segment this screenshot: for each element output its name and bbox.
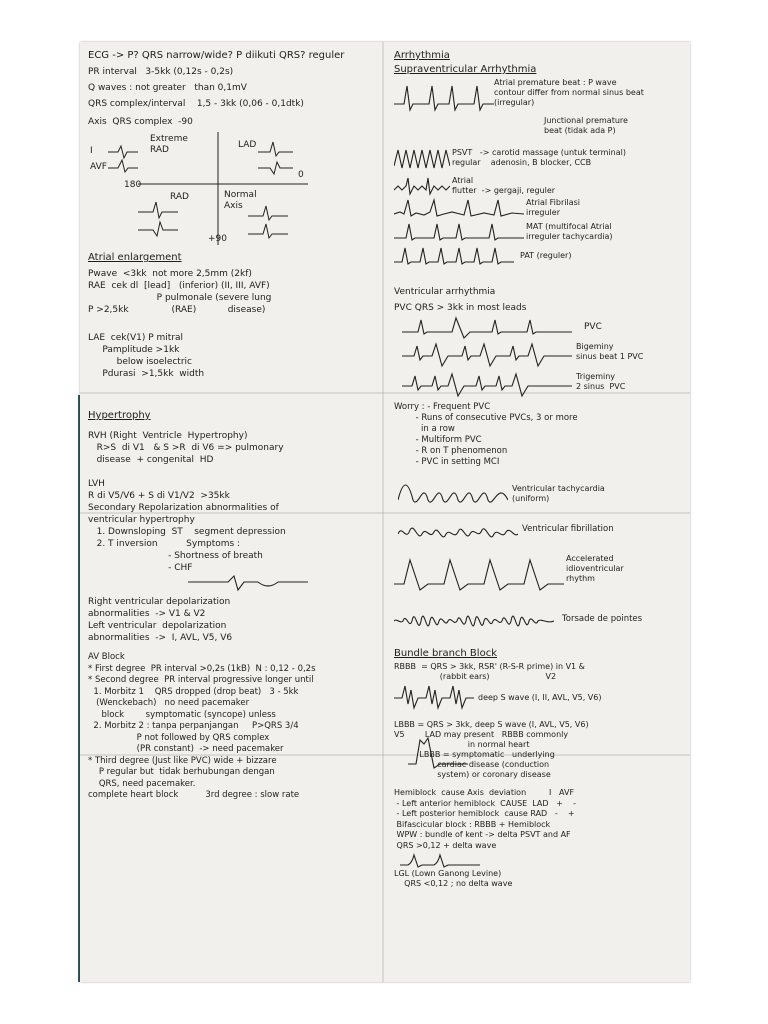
psvt-row [394, 146, 684, 176]
lae-notes: LAE cek(V1) P mitral Pamplitude >1kk below isoelectric Pdurasi >1,5kk width [88, 333, 205, 379]
pat-ecg-strip [394, 246, 514, 268]
ventricular-arrhythmia-title: Ventricular arrhythmia [394, 287, 496, 297]
axis-lad-label: LAD [238, 140, 257, 150]
axis-90-label: +90 [208, 234, 227, 244]
mat-row [394, 222, 684, 246]
junctional-text: Junctional premature beat (tidak ada P) [544, 116, 628, 135]
hypertrophy-title: Hypertrophy [88, 410, 151, 421]
lgl-notes: LGL (Lown Ganong Levine) QRS <0,12 ; no delta wave [394, 869, 513, 888]
lbbb-notes: LBBB = QRS > 3kk, deep S wave (I, AVL, V5, V6) [394, 720, 589, 729]
psvt-ecg-strip [394, 146, 450, 172]
pvc-row [394, 314, 684, 340]
afib-ecg-strip [394, 198, 524, 220]
bundle-branch-block-title: Bundle branch Block [394, 648, 497, 659]
rbbb-row [394, 682, 684, 716]
axis-lead-avf-label: AVF [90, 162, 107, 172]
flutter-ecg-strip [394, 176, 450, 196]
qrs-complex-note: QRS complex/interval 1,5 - 3kk (0,06 - 0,1dtk) [88, 99, 304, 109]
lvh-notes: LVH R di V5/V6 + S di V1/V2 >35kk Secondary Repolarization abnormalities of ventricular hypertrophy 1. Downsloping ST segment depression 2. T inversion Symptoms : - Shortness of breath - CHF [88, 479, 286, 573]
rvh-notes: RVH (Right Ventricle Hypertrophy) R>S di V1 & S >R di V6 => pulmonary disease + congenital HD [88, 431, 284, 465]
aivr-row [394, 552, 684, 600]
axis-diagram [88, 130, 380, 248]
trigeminy-text: Trigeminy 2 sinus PVC [576, 372, 626, 391]
rbbb-notes: RBBB = QRS > 3kk, RSR' (R-S-R prime) in V1 & (rabbit ears) V2 [394, 662, 585, 681]
vtach-text: Ventricular tachycardia (uniform) [512, 484, 605, 503]
axis-180-label: 180 [124, 180, 142, 190]
background-bottom [0, 982, 768, 1024]
pvc-ecg-strip [402, 314, 572, 340]
av-block-notes: AV Block * First degree PR interval >0,2s (1kB) N : 0,12 - 0,2s * Second degree PR interval progressive longer until 1. Morbitz 1 QRS dropped (drop beat) 3 - 5kk (Wenckebach) no need pacemaker block symptomatic (syncope) unless 2. Morbitz 2 : tanpa perpanjangan P>QRS 3/4 P not followed by QRS complex (PR constant) -> need pacemaker * Third degree (Just like PVC) wide + bizzare P regular but tidak berhubungan dengan QRS, need pacemaker. complete heart block 3rd degree : slow rate [88, 652, 316, 800]
pat-text: PAT (reguler) [520, 251, 572, 260]
vfib-ecg-strip [398, 520, 518, 546]
vfib-row [394, 520, 684, 548]
apb-ecg-strip [394, 80, 494, 116]
bigeminy-text: Bigeminy sinus beat 1 PVC [576, 342, 644, 361]
vtach-ecg-strip [398, 480, 508, 510]
hemiblock-notes: Hemiblock cause Axis deviation I AVF - Left anterior hemiblock CAUSE LAD + - - Left posterior hemiblock cause RAD - + Bifascicular block : RBBB + Hemiblock WPW : bundle of kent -> delta PSVT and AF QRS >0,12 + delta wave [394, 788, 576, 850]
axis-extreme-rad-label: Extreme RAD [150, 134, 188, 155]
depolarization-notes: Right ventricular depolarization abnormalities -> V1 & V2 Left ventricular depolarization abnormalities -> I, AVL, V5, V6 [88, 597, 233, 643]
mat-text: MAT (multifocal Atrial irreguler tachycardia) [526, 222, 613, 241]
left-column [88, 50, 380, 802]
aivr-text: Accelerated idioventricular rhythm [566, 554, 624, 583]
trigeminy-ecg-strip [402, 372, 572, 398]
axis-0-label: 0 [298, 170, 304, 180]
torsade-ecg-strip [394, 604, 554, 638]
handwritten-notes-sheet [80, 42, 690, 982]
bigeminy-row [394, 340, 684, 370]
pr-interval-note: PR interval 3-5kk (0,12s - 0,2s) [88, 67, 234, 77]
background-top [0, 0, 768, 45]
rbbb-deep-s-text: deep S wave (I, II, AVL, V5, V6) [478, 693, 602, 702]
pvc-label: PVC [584, 322, 602, 332]
wpw-ecg-strip [400, 851, 480, 869]
apb-text: Atrial premature beat : P wave contour differ from normal sinus beat (irregular) [494, 78, 644, 107]
axis-lead-i-label: I [90, 146, 93, 156]
aivr-ecg-strip [394, 556, 564, 596]
vtach-row [394, 480, 684, 514]
pat-row [394, 246, 684, 272]
axis-rad-label: RAD [170, 192, 189, 202]
ecg-intro: ECG -> P? QRS narrow/wide? P diikuti QRS? reguler [88, 50, 345, 61]
paper-fold-line [382, 42, 384, 982]
mat-ecg-strip [394, 222, 524, 244]
flutter-text: Atrial flutter -> gergaji, reguler [452, 176, 556, 195]
torsade-text: Torsade de pointes [562, 614, 643, 624]
vfib-text: Ventricular fibrillation [522, 524, 614, 534]
q-waves-note: Q waves : not greater than 0,1mV [88, 83, 247, 93]
rbbb-ecg-strip [394, 682, 474, 712]
axis-title: Axis QRS complex -90 [88, 117, 193, 127]
afib-row [394, 198, 684, 222]
pvc-worry-notes: Worry : - Frequent PVC - Runs of consecutive PVCs, 3 or more in a row - Multiform PVC - R on T phenomenon - PVC in setting MCI [394, 402, 578, 467]
right-column [394, 50, 684, 889]
lbbb-detail-text: V5 LAD may present RBBB commonly in normal heart LBBB = symptomatic underlying cardiac disease (conduction system) or coronary disease [394, 730, 569, 779]
apb-row [394, 76, 684, 116]
bigeminy-ecg-strip [402, 342, 572, 368]
flutter-row [394, 176, 684, 198]
arrhythmia-title: Arrhythmia [394, 50, 450, 61]
rae-notes: Pwave <3kk not more 2,5mm (2kf) RAE cek dl [lead] (inferior) (II, III, AVF) P pulmonale (severe lung P >2,5kk (RAE) disease) [88, 269, 272, 315]
pvc-intro: PVC QRS > 3kk in most leads [394, 303, 527, 313]
psvt-text: PSVT -> carotid massage (untuk terminal) regular adenosin, B blocker, CCB [452, 148, 626, 167]
t-inversion-sketch [188, 574, 308, 592]
supraventricular-title: Supraventricular Arrhythmia [394, 64, 537, 75]
trigeminy-row [394, 370, 684, 400]
lbbb-row [394, 730, 684, 784]
axis-normal-label: Normal Axis [224, 190, 257, 211]
afib-text: Atrial Fibrilasi irreguler [526, 198, 580, 217]
junctional-row [394, 116, 684, 146]
atrial-enlargement-title: Atrial enlargement [88, 252, 182, 263]
torsade-row [394, 604, 684, 640]
